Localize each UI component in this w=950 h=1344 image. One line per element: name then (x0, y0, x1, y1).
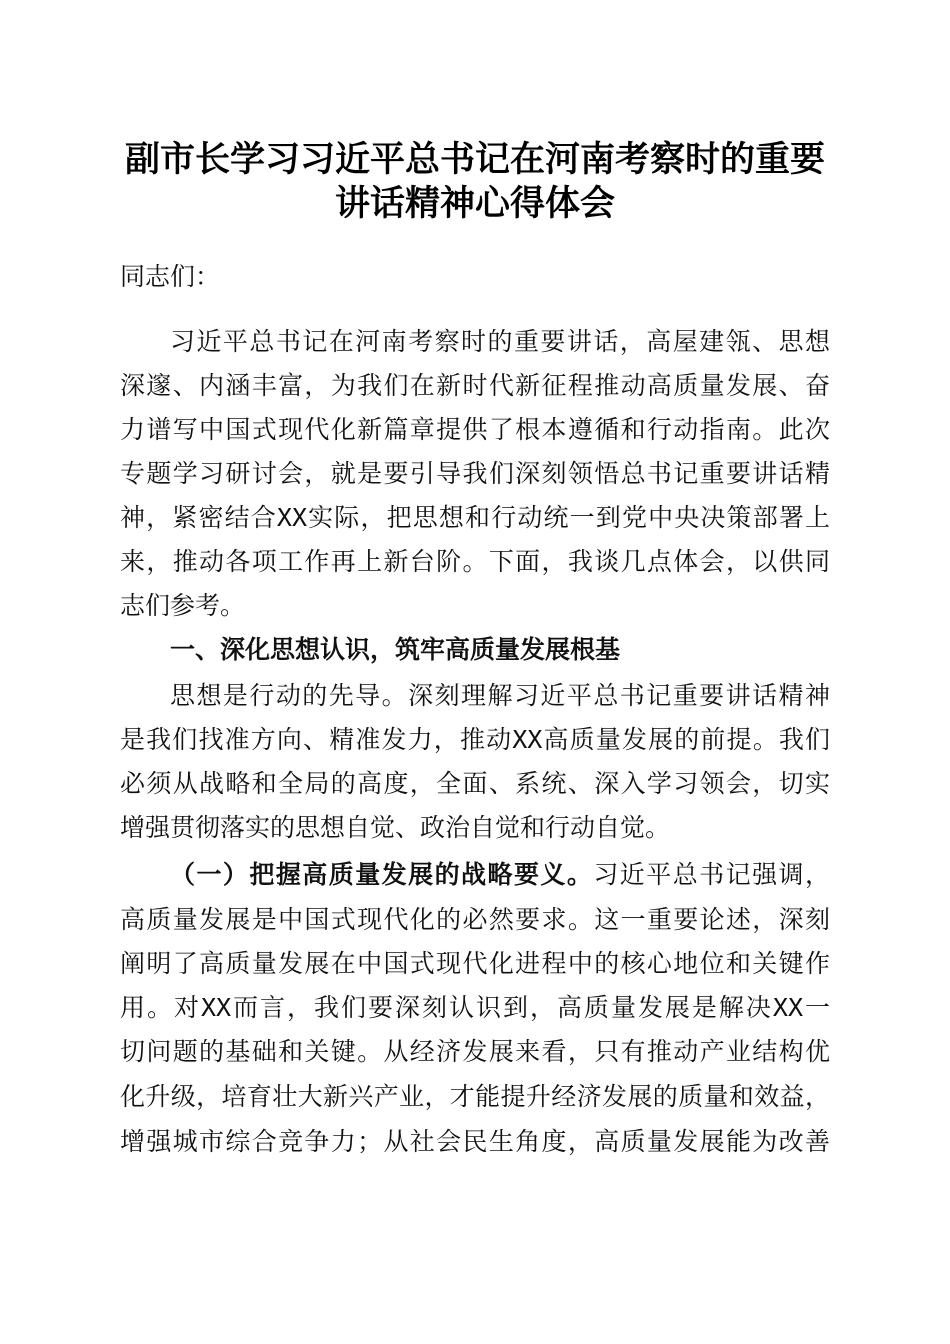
intro-line: 习近平总书记在河南考察时的重要讲话，高屋建瓴、思想 (170, 327, 830, 356)
subsection-lead-text: 习近平总书记强调， (593, 860, 830, 889)
intro-line: 神，紧密结合XX实际，把思想和行动统一到党中央决策部署上 (120, 503, 830, 532)
section-line: 思想是行动的先导。深刻理解习近平总书记重要讲话精神 (170, 681, 830, 710)
section-line: 必须从战略和全局的高度，全面、系统、深入学习领会，切实 (120, 769, 830, 798)
subsection-line: 化升级，培育壮大新兴产业，才能提升经济发展的质量和效益， (120, 1082, 830, 1111)
intro-line: 志们参考。 (120, 591, 246, 620)
subsection-heading: （一）把握高质量发展的战略要义。 (170, 860, 594, 889)
section-heading: 一、深化思想认识，筑牢高质量发展根基 (170, 635, 621, 664)
subsection-line: 增强城市综合竞争力；从社会民生角度，高质量发展能为改善 (120, 1127, 830, 1156)
section-line: 增强贯彻落实的思想自觉、政治自觉和行动自觉。 (120, 813, 671, 842)
intro-line: 力谱写中国式现代化新篇章提供了根本遵循和行动指南。此次 (120, 415, 830, 444)
document-title-line-2: 讲话精神心得体会 (334, 183, 615, 224)
subsection-line: 切问题的基础和关键。从经济发展来看，只有推动产业结构优 (120, 1037, 830, 1066)
intro-line: 专题学习研讨会，就是要引导我们深刻领悟总书记重要讲话精 (120, 459, 830, 488)
subsection-line: 高质量发展是中国式现代化的必然要求。这一重要论述，深刻 (120, 905, 830, 934)
intro-line: 来，推动各项工作再上新台阶。下面，我谈几点体会，以供同 (120, 547, 830, 576)
intro-line: 深邃、内涵丰富，为我们在新时代新征程推动高质量发展、奋 (120, 371, 830, 400)
subsection-line: 阐明了高质量发展在中国式现代化进程中的核心地位和关键作 (120, 949, 830, 978)
subsection-line: 用。对XX而言，我们要深刻认识到，高质量发展是解决XX一 (120, 993, 830, 1022)
document-title-line-1: 副市长学习习近平总书记在河南考察时的重要 (124, 139, 825, 180)
salutation: 同志们： (120, 262, 221, 291)
section-line: 是我们找准方向、精准发力，推动XX高质量发展的前提。我们 (120, 725, 830, 754)
subsection-lead-line (170, 853, 830, 897)
